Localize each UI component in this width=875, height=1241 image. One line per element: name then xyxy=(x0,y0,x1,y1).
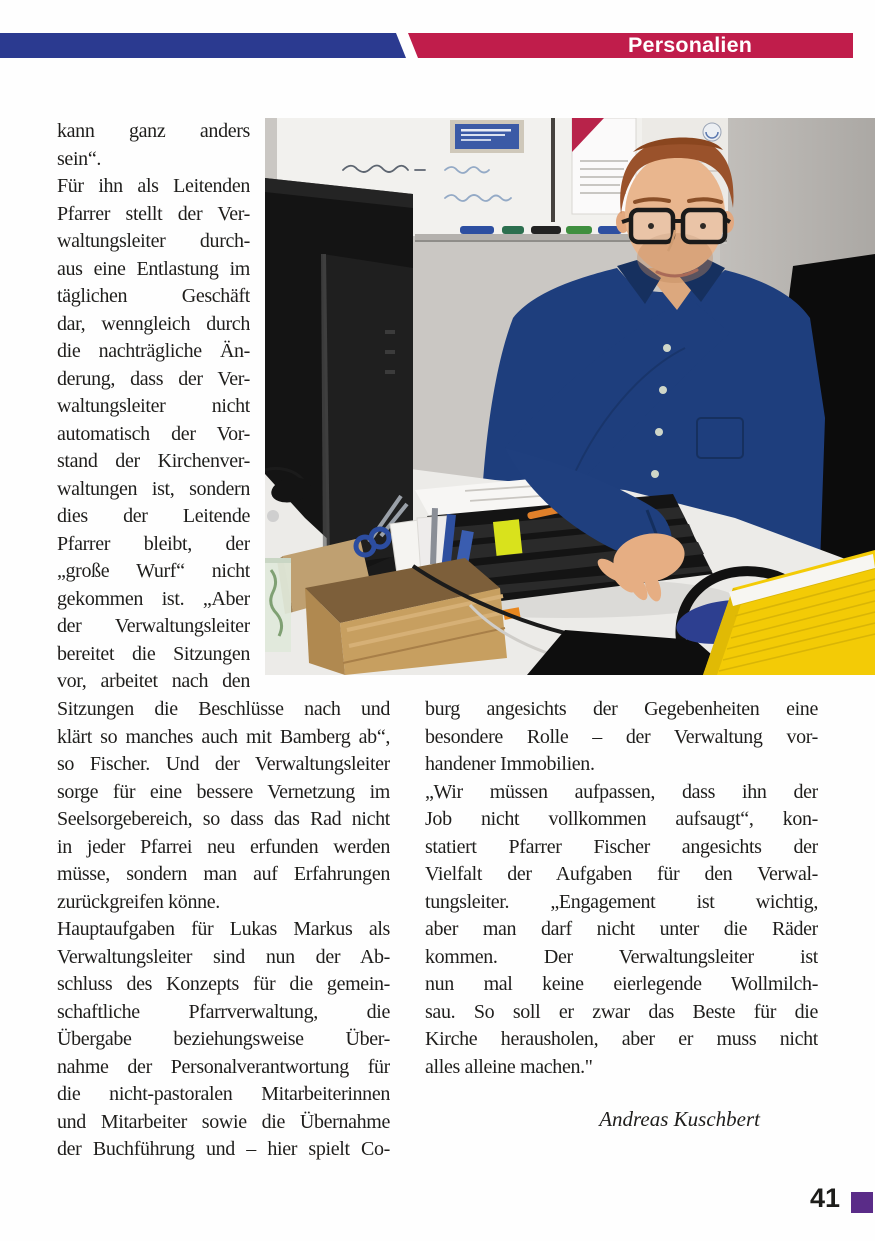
pinned-paper-red xyxy=(572,118,636,214)
text-line: und Mitarbeiter sowie die Übernahme xyxy=(57,1110,390,1133)
text-line: dar, wenngleich durch xyxy=(57,312,250,335)
text-line: statiert Pfarrer Fischer angesichts der xyxy=(425,835,818,858)
sticky-note xyxy=(493,519,522,556)
text-line: handener Immobilien. xyxy=(425,753,595,775)
text-line: müsse, sondern man auf Erfahrungen xyxy=(57,863,390,885)
text-line: schluss des Konzepts für die gemein- xyxy=(57,973,390,995)
text-line: schaftliche Pfarrverwaltung, die xyxy=(57,1000,390,1023)
text-line: sau. So soll er zwar das Beste für die xyxy=(425,1000,818,1023)
text-line: nahme der Personalverantwortung für xyxy=(57,1055,390,1078)
text-line: waltungen ist, sondern xyxy=(57,477,250,500)
column-right xyxy=(425,696,818,1081)
text-line: Übergabe beziehungsweise Über- xyxy=(57,1028,390,1050)
text-line: sorge für eine bessere Vernetzung im xyxy=(57,780,390,803)
text-line: burg angesichts der Gegebenheiten eine xyxy=(425,698,818,720)
text-line: waltungsleiter nicht xyxy=(57,395,250,417)
column-left xyxy=(57,696,390,1164)
text-line: täglichen Geschäft xyxy=(57,285,250,307)
text-line: stand der Kirchenver- xyxy=(57,450,250,472)
author-byline: Andreas Kuschbert xyxy=(599,1107,760,1131)
blue-plaque xyxy=(450,120,524,153)
footer-square xyxy=(851,1192,873,1213)
section-title: Personalien xyxy=(628,33,753,57)
office-photo xyxy=(265,118,875,675)
text-line: waltungsleiter durch- xyxy=(57,230,250,252)
text-line: Vielfalt der Aufgaben für den Verwal- xyxy=(425,863,818,885)
text-line: Verwaltungsleiter sind nun der Ab- xyxy=(57,945,390,968)
text-line: Hauptaufgaben für Lukas Markus als xyxy=(57,918,390,940)
text-line: gekommen ist. „Aber xyxy=(57,587,250,610)
text-line: Seelsorgebereich, so dass das Rad nicht xyxy=(57,808,390,830)
text-line: Pfarrer bleibt, der xyxy=(57,532,250,555)
text-line: kann ganz anders xyxy=(57,120,250,142)
text-line: besondere Rolle – der Verwaltung vor- xyxy=(425,725,818,748)
text-line: automatisch der Vor- xyxy=(57,422,250,445)
text-line: der Verwaltungsleiter xyxy=(57,615,250,637)
text-line: die nicht-pastoralen Mitarbeiterinnen xyxy=(57,1083,390,1105)
page-number: 41 xyxy=(809,1183,840,1213)
text-line: nun mal keine eierlegende Wollmilch- xyxy=(425,973,818,995)
text-line: in jeder Pfarrei neu erfunden werden xyxy=(57,835,390,858)
column-narrow xyxy=(57,118,250,696)
text-line: klärt so manches auch mit Bamberg ab“, xyxy=(57,725,390,748)
text-line: „Wir müssen aufpassen, dass ihn der xyxy=(425,780,818,803)
header-red-bar xyxy=(400,33,853,58)
header-blue-bar xyxy=(0,33,410,58)
text-line: Job nicht vollkommen aufsaugt“, kon- xyxy=(425,808,818,830)
text-line: kommen. Der Verwaltungsleiter ist xyxy=(425,945,818,968)
text-line: so Fischer. Und der Verwaltungsleiter xyxy=(57,753,390,775)
text-line: Sitzungen die Beschlüsse nach und xyxy=(57,698,390,720)
text-line: Kirche herausholen, aber er muss nicht xyxy=(425,1028,818,1050)
text-line: die nachträgliche Än- xyxy=(57,340,250,362)
text-line: „große Wurf“ nicht xyxy=(57,560,250,582)
text-line: aber man darf nicht unter die Räder xyxy=(425,918,818,940)
text-line: alles alleine machen." xyxy=(425,1055,593,1078)
text-line: der Buchführung und – hier spielt Co- xyxy=(57,1138,390,1160)
text-line: zurückgreifen könne. xyxy=(57,890,220,913)
text-line: dies der Leitende xyxy=(57,505,250,527)
text-line: vor, arbeitet nach den xyxy=(57,670,250,692)
text-line: Für ihn als Leitenden xyxy=(57,175,250,197)
text-line: bereitet die Sitzungen xyxy=(57,642,250,665)
text-line: aus eine Entlastung im xyxy=(57,257,250,280)
text-line: tungsleiter. „Engagement ist wichtig, xyxy=(425,890,818,913)
text-line: sein“. xyxy=(57,147,101,170)
glass-cup xyxy=(265,558,291,652)
text-line: Pfarrer stellt der Ver- xyxy=(57,202,250,225)
text-line: derung, dass der Ver- xyxy=(57,367,250,390)
